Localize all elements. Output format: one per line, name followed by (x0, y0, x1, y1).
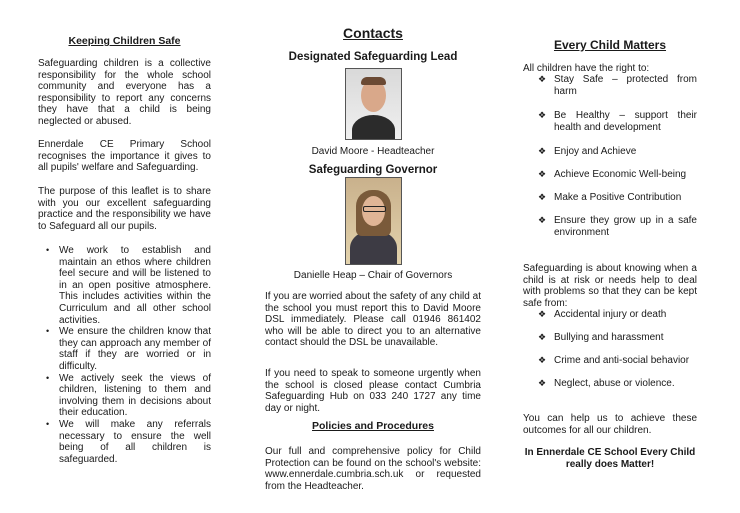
dsl-heading: Designated Safeguarding Lead (288, 51, 458, 63)
bullet-icon: • (46, 418, 50, 429)
list-item: ❖ Achieve Economic Well-being (538, 169, 687, 180)
safeguarding-definition-paragraph: Safeguarding is about knowing when a child is at risk or needs help to deal with problems so that they can be kept safe from: (523, 263, 697, 309)
bullet-icon: • (46, 372, 50, 383)
diamond-bullet-icon: ❖ (538, 355, 547, 365)
contacts-heading: Contacts (343, 25, 403, 41)
headteacher-caption: David Moore - Headteacher (311, 146, 435, 157)
keeping-children-safe-heading: Keeping Children Safe (68, 35, 181, 47)
rights-intro: All children have the right to: (523, 63, 650, 74)
leaflet-purpose-paragraph: The purpose of this leaflet is to share with you our excellent safeguarding practice and the responsibility we have to Safeguard all our pupils. (38, 186, 211, 232)
diamond-bullet-icon: ❖ (538, 309, 547, 319)
list-item: ❖ Ensure they grow up in a safe environment (538, 215, 697, 238)
list-item: • We will make any referrals necessary to ensure the well being of all children is safeguarded. (46, 418, 211, 465)
diamond-bullet-icon: ❖ (538, 74, 547, 84)
list-item: ❖ Neglect, abuse or violence. (538, 378, 675, 389)
diamond-bullet-icon: ❖ (538, 192, 547, 202)
list-item: • We actively seek the views of children, listening to them and involving them in decisions about their education. (46, 372, 211, 419)
list-item: ❖ Crime and anti-social behavior (538, 355, 690, 366)
list-item: • We ensure the children know that they can approach any member of staff if they are worried or in difficulty. (46, 326, 211, 372)
diamond-bullet-icon: ❖ (538, 215, 547, 225)
governor-photo (345, 177, 402, 265)
policy-website-paragraph: Our full and comprehensive policy for Child Protection can be found on the school's website: www.ennerdale.cumbria.sch.uk or requested from the Headteacher. (265, 446, 481, 492)
governor-heading: Safeguarding Governor (308, 164, 438, 176)
list-item: ❖ Be Healthy – support their health and development (538, 110, 697, 133)
list-item: • We work to establish and maintain an ethos where children feel secure and will be listened to in an open positive atmosphere. This includes activities within the Curriculum and all other school activities. (46, 245, 211, 326)
collective-responsibility-paragraph: Safeguarding children is a collective responsibility for the whole school community and everyone has a responsibility to report any concerns they have that a child is being neglected or abused. (38, 58, 211, 127)
bullet-icon: • (46, 245, 50, 255)
help-us-paragraph: You can help us to achieve these outcomes for all our children. (523, 413, 697, 436)
list-item: ❖ Enjoy and Achieve (538, 146, 637, 157)
every-child-matters-heading: Every Child Matters (553, 38, 667, 52)
diamond-bullet-icon: ❖ (538, 146, 547, 156)
headteacher-photo (345, 68, 402, 140)
bullet-icon: • (46, 326, 50, 337)
commitments-list (38, 245, 211, 465)
list-item: ❖ Stay Safe – protected from harm (538, 74, 697, 97)
report-concerns-paragraph: If you are worried about the safety of any child at the school you must report this to David Moore DSL immediately. Please call 01946 861402 who will be able to direct you to an alternative contact should the DSL be unavailable. (265, 291, 481, 349)
diamond-bullet-icon: ❖ (538, 169, 547, 179)
list-item: ❖ Bullying and harassment (538, 332, 664, 343)
urgent-contact-paragraph: If you need to speak to someone urgently when the school is closed please contact Cumbria Safeguarding Hub on 033 240 1727 any time day or night. (265, 368, 481, 414)
school-welfare-paragraph: Ennerdale CE Primary School recognises the importance it gives to all pupils' welfare and Safeguarding. (38, 139, 211, 174)
closing-statement: In Ennerdale CE School Every Child really does Matter! (524, 447, 696, 470)
diamond-bullet-icon: ❖ (538, 332, 547, 342)
diamond-bullet-icon: ❖ (538, 110, 547, 120)
list-item: ❖ Make a Positive Contribution (538, 192, 682, 203)
list-item: ❖ Accidental injury or death (538, 309, 667, 320)
diamond-bullet-icon: ❖ (538, 378, 547, 388)
governor-caption: Danielle Heap – Chair of Governors (293, 270, 453, 281)
policies-heading: Policies and Procedures (312, 420, 434, 432)
